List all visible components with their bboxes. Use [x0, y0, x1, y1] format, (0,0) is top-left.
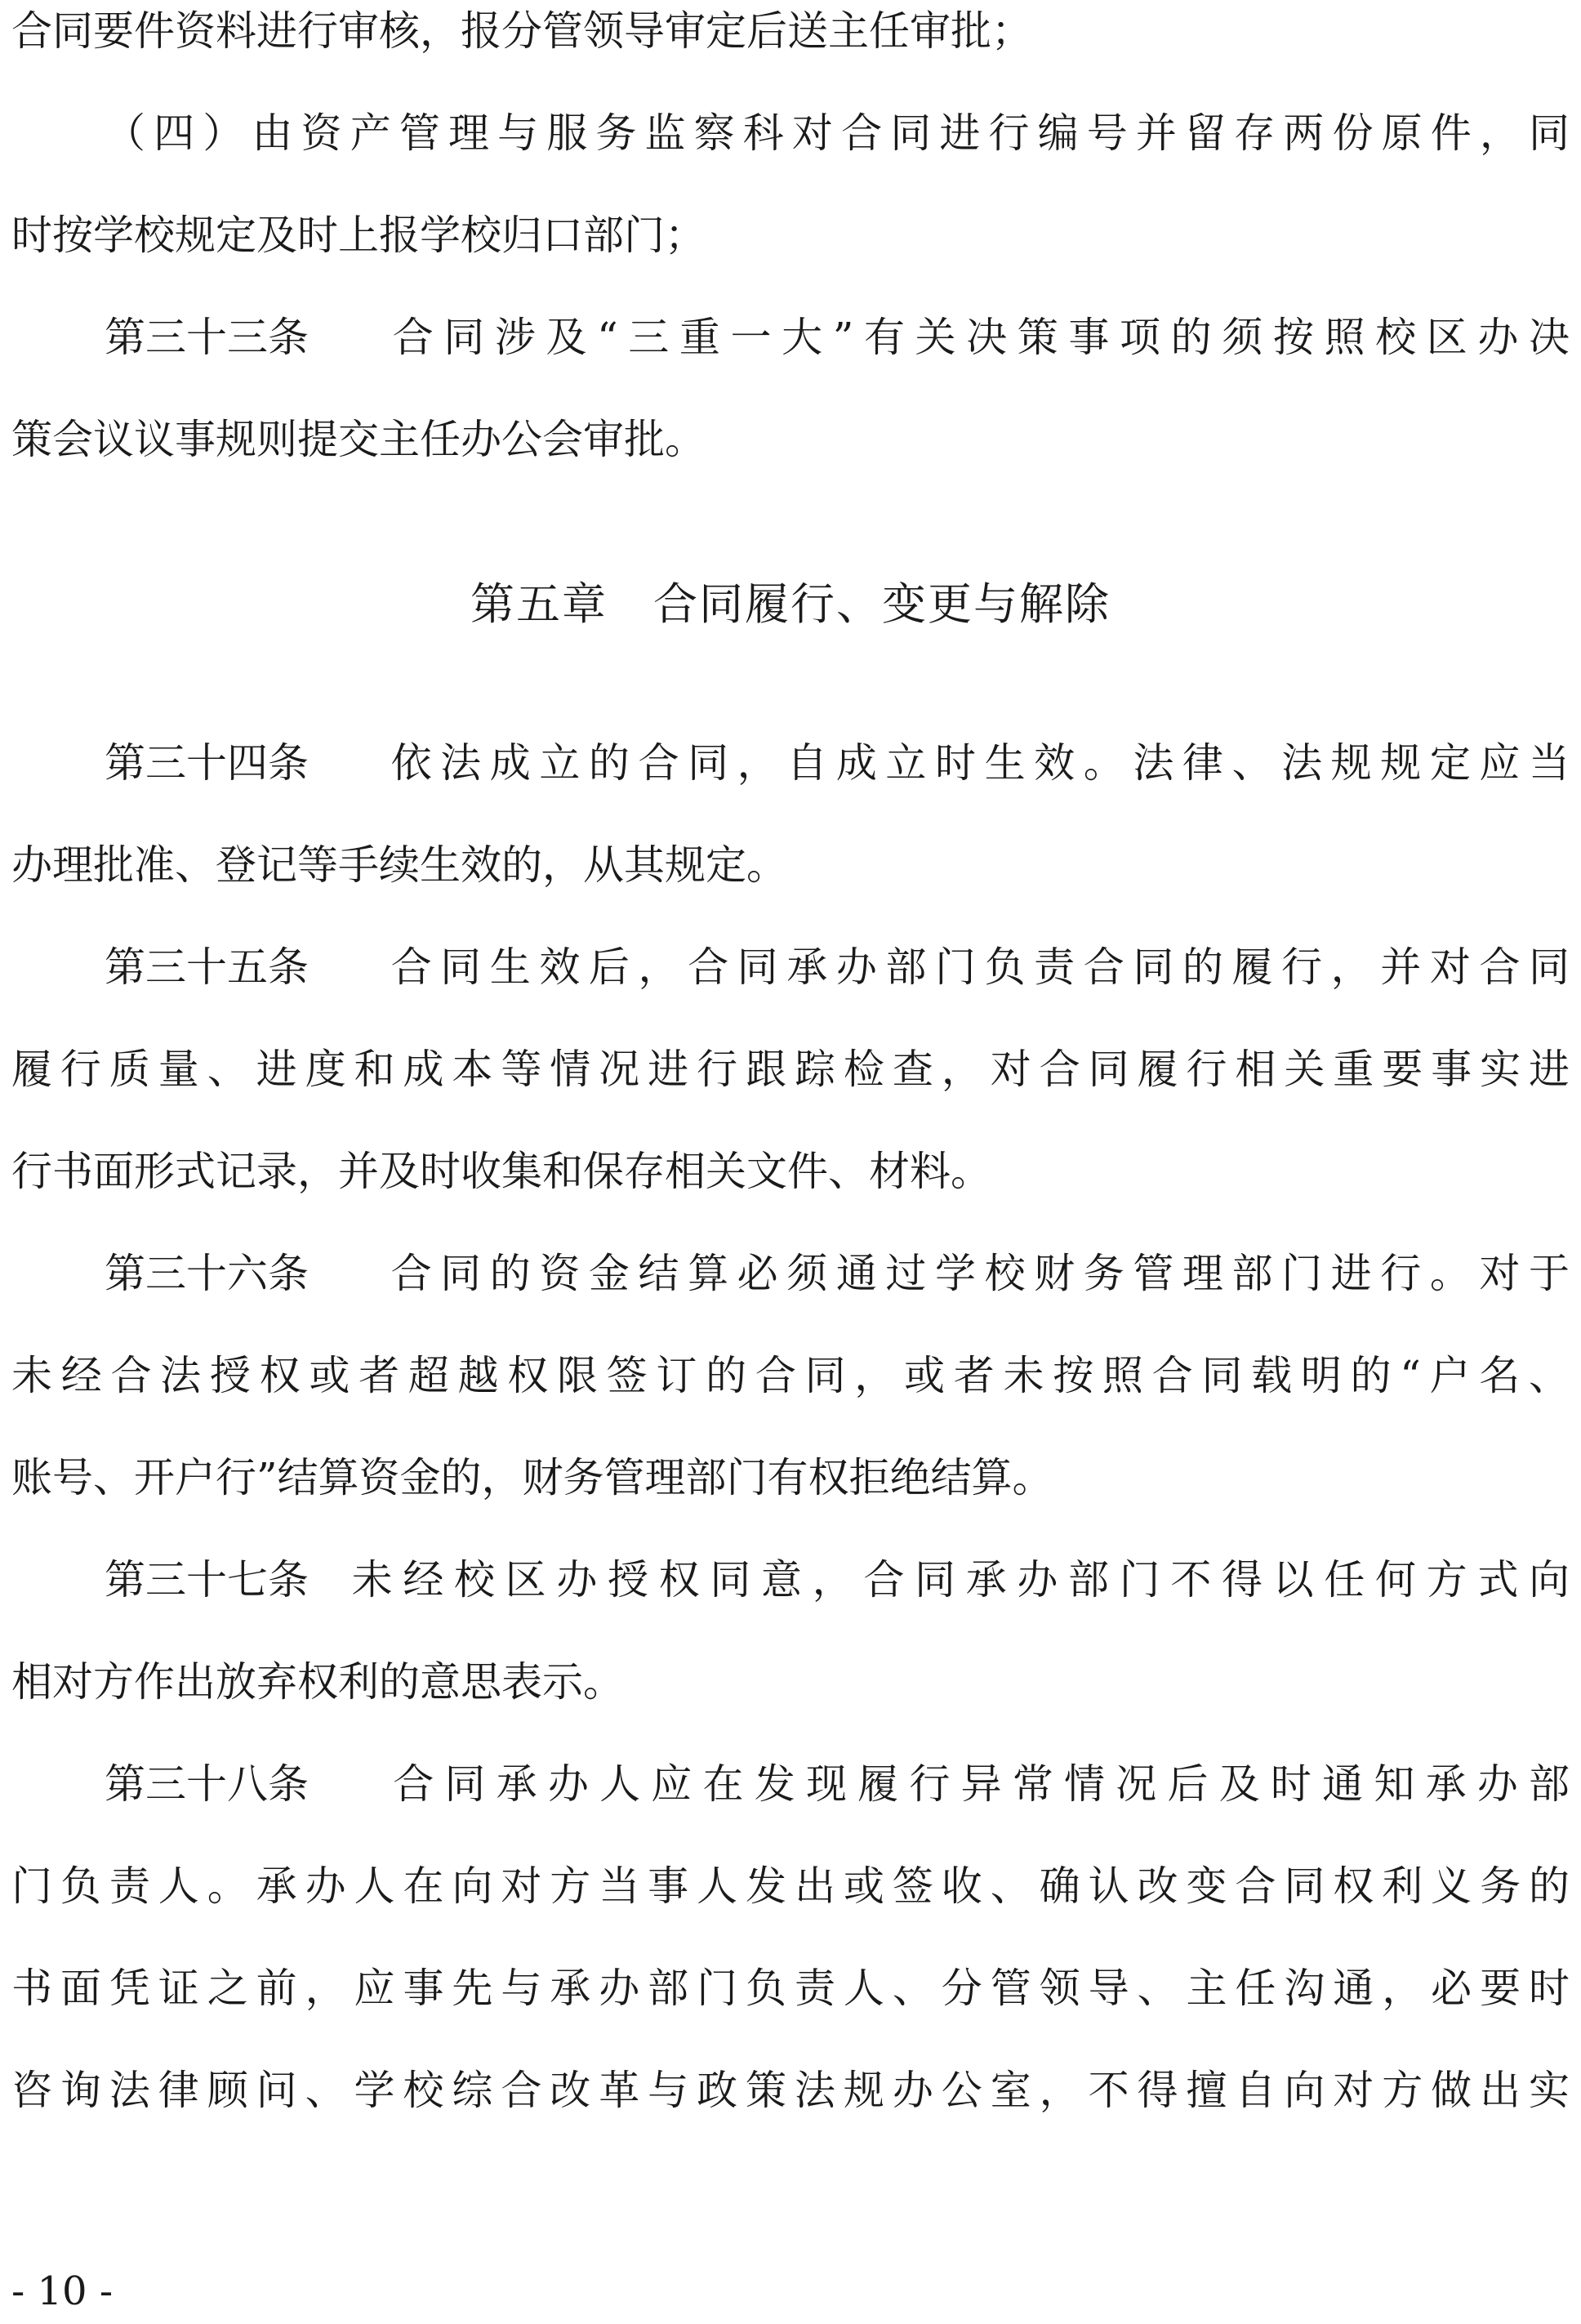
page-number: - 10 -	[11, 2268, 114, 2314]
body-line: 合同要件资料进行审核，报分管领导审定后送主任审批；	[11, 7, 1032, 55]
article-36-line-1	[11, 1233, 1570, 1314]
article-label: 第三十四条	[105, 739, 309, 787]
article-37-line-1	[11, 1539, 1570, 1621]
article-36-line-3: 账号、开户行”结算资金的，财务管理部门有权拒绝结算。	[11, 1454, 1053, 1501]
chapter-title: 合同履行、变更与解除	[653, 578, 1111, 630]
article-text: 合同涉及“三重一大”有关决策事项的须按照校区办决	[382, 314, 1570, 361]
article-36-line-2: 未经合法授权或者超越权限签订的合同，或者未按照合同载明的“户名、	[11, 1352, 1570, 1399]
article-38-line-4: 咨询法律顾问、学校综合改革与政策法规办公室，不得擅自向对方做出实	[11, 2067, 1570, 2114]
chapter-heading	[0, 564, 1581, 645]
body-line: （四）由资产管理与服务监察科对合同进行编号并留存两份原件，同	[105, 109, 1570, 157]
article-text: 合同的资金结算必须通过学校财务管理部门进行。对于	[382, 1250, 1570, 1297]
article-38-line-2: 门负责人。承办人在向对方当事人发出或签收、确认改变合同权利义务的	[11, 1862, 1570, 1910]
chapter-number: 第五章	[470, 578, 608, 630]
article-label: 第三十七条	[105, 1556, 309, 1604]
article-33-line-1	[11, 297, 1570, 378]
article-label: 第三十六条	[105, 1250, 309, 1297]
article-text: 依法成立的合同，自成立时生效。法律、法规规定应当	[382, 739, 1570, 787]
article-text: 合同生效后，合同承办部门负责合同的履行，并对合同	[382, 943, 1570, 991]
article-38-line-3: 书面凭证之前，应事先与承办部门负责人、分管领导、主任沟通，必要时	[11, 1965, 1570, 2012]
article-37-line-2: 相对方作出放弃权利的意思表示。	[11, 1658, 624, 1706]
article-label: 第三十八条	[105, 1760, 309, 1808]
article-text: 合同承办人应在发现履行异常情况后及时通知承办部	[382, 1760, 1570, 1808]
article-text: 未经校区办授权同意，合同承办部门不得以任何方式向	[341, 1556, 1570, 1604]
article-38-line-1	[11, 1743, 1570, 1825]
article-34-line-2: 办理批准、登记等手续生效的，从其规定。	[11, 841, 787, 889]
article-35-line-2: 履行质量、进度和成本等情况进行跟踪检查，对合同履行相关重要事实进	[11, 1046, 1570, 1093]
article-35-line-1	[11, 926, 1570, 1008]
article-33-line-2: 策会议议事规则提交主任办公会审批。	[11, 416, 706, 463]
article-34-line-1	[11, 722, 1570, 804]
article-label: 第三十三条	[105, 314, 309, 361]
article-label: 第三十五条	[105, 943, 309, 991]
article-35-line-3: 行书面形式记录，并及时收集和保存相关文件、材料。	[11, 1148, 991, 1195]
body-line: 时按学校规定及时上报学校归口部门；	[11, 212, 706, 259]
